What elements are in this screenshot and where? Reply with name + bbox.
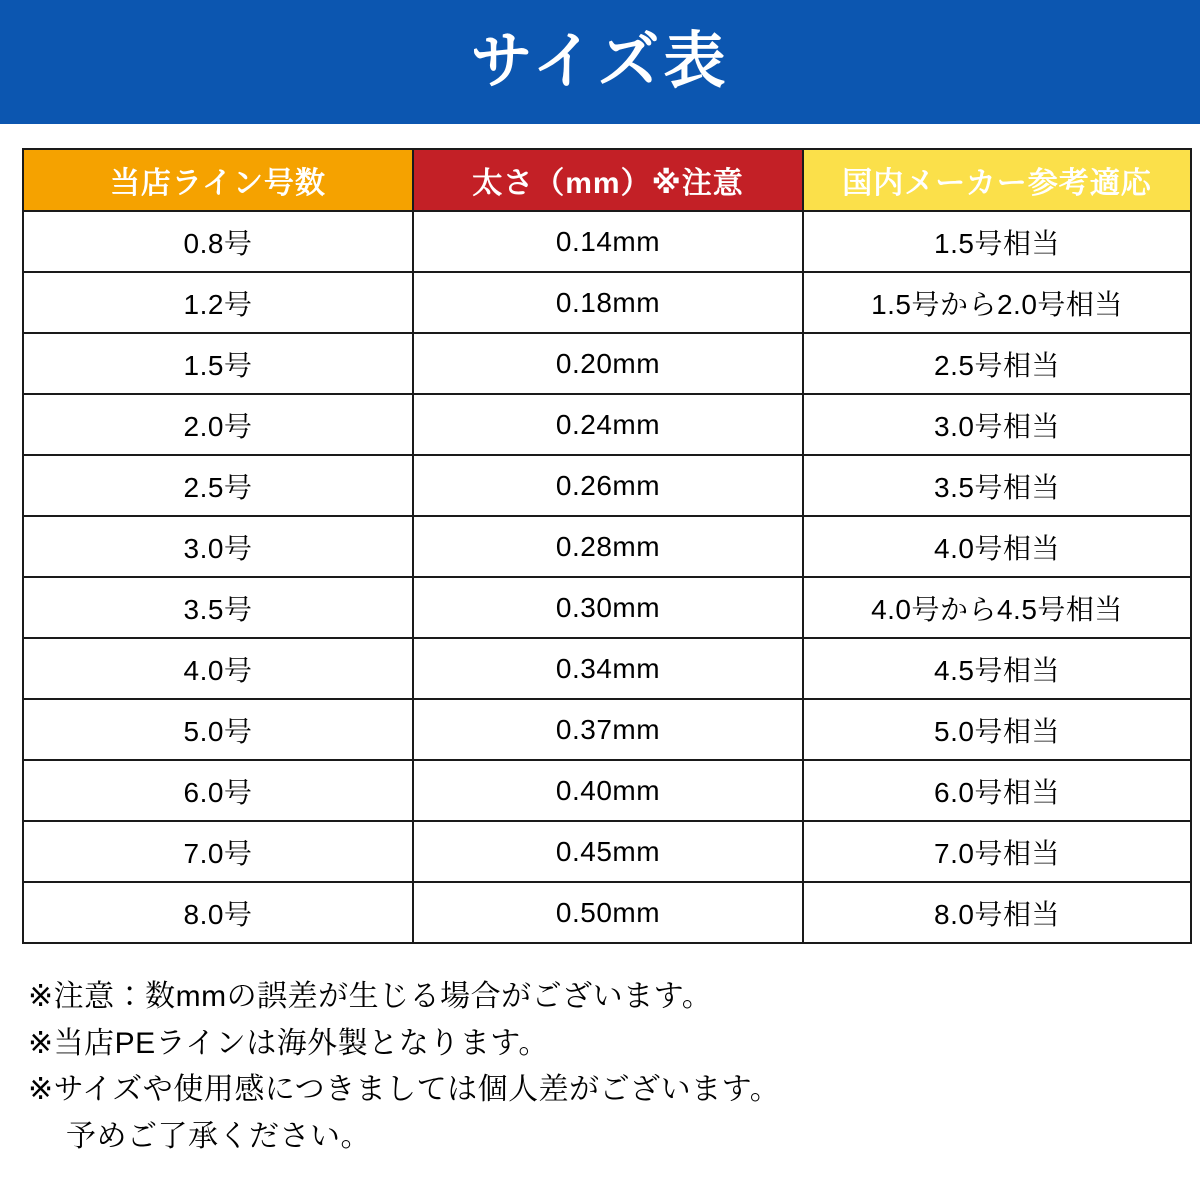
cell-equivalent: 5.0号相当 [803, 699, 1191, 760]
table-row [23, 333, 1191, 394]
cell-line-number: 1.5号 [23, 333, 413, 394]
table-row [23, 272, 1191, 333]
cell-line-number: 1.2号 [23, 272, 413, 333]
table-header [23, 149, 1191, 211]
cell-line-number: 5.0号 [23, 699, 413, 760]
table-row [23, 455, 1191, 516]
cell-thickness: 0.28mm [413, 516, 803, 577]
cell-equivalent: 1.5号から2.0号相当 [803, 272, 1191, 333]
cell-line-number: 8.0号 [23, 882, 413, 943]
column-header-equivalent: 国内メーカー参考適応 [803, 149, 1191, 211]
table-row [23, 516, 1191, 577]
notes-section [28, 974, 1200, 1160]
cell-thickness: 0.37mm [413, 699, 803, 760]
cell-equivalent: 7.0号相当 [803, 821, 1191, 882]
cell-thickness: 0.40mm [413, 760, 803, 821]
page-title: サイズ表 [470, 27, 730, 96]
size-table-container [22, 148, 1178, 944]
cell-thickness: 0.50mm [413, 882, 803, 943]
cell-line-number: 6.0号 [23, 760, 413, 821]
table-body [23, 211, 1191, 943]
table-row [23, 394, 1191, 455]
table-row [23, 211, 1191, 272]
table-row [23, 699, 1191, 760]
table-row [23, 821, 1191, 882]
cell-line-number: 2.0号 [23, 394, 413, 455]
cell-thickness: 0.24mm [413, 394, 803, 455]
cell-equivalent: 6.0号相当 [803, 760, 1191, 821]
cell-equivalent: 3.5号相当 [803, 455, 1191, 516]
cell-equivalent: 8.0号相当 [803, 882, 1191, 943]
table-row [23, 638, 1191, 699]
table-row [23, 882, 1191, 943]
cell-equivalent: 4.5号相当 [803, 638, 1191, 699]
note-item: ※注意：数mmの誤差が生じる場合がございます。 [28, 980, 713, 1013]
cell-thickness: 0.20mm [413, 333, 803, 394]
cell-thickness: 0.34mm [413, 638, 803, 699]
note-item: ※当店PEラインは海外製となります。 [28, 1026, 549, 1060]
cell-line-number: 2.5号 [23, 455, 413, 516]
cell-thickness: 0.45mm [413, 821, 803, 882]
table-row [23, 577, 1191, 638]
cell-thickness: 0.14mm [413, 211, 803, 272]
cell-equivalent: 1.5号相当 [803, 211, 1191, 272]
cell-thickness: 0.30mm [413, 577, 803, 638]
cell-line-number: 0.8号 [23, 211, 413, 272]
cell-equivalent: 4.0号から4.5号相当 [803, 577, 1191, 638]
header-banner [0, 0, 1200, 124]
cell-line-number: 3.0号 [23, 516, 413, 577]
size-table [22, 148, 1192, 944]
cell-thickness: 0.26mm [413, 455, 803, 516]
cell-equivalent: 3.0号相当 [803, 394, 1191, 455]
cell-equivalent: 4.0号相当 [803, 516, 1191, 577]
cell-line-number: 4.0号 [23, 638, 413, 699]
column-header-thickness: 太さ（mm）※注意 [413, 149, 803, 211]
cell-equivalent: 2.5号相当 [803, 333, 1191, 394]
cell-thickness: 0.18mm [413, 272, 803, 333]
cell-line-number: 7.0号 [23, 821, 413, 882]
table-row [23, 760, 1191, 821]
note-item: 予めご了承ください。 [66, 1119, 371, 1153]
cell-line-number: 3.5号 [23, 577, 413, 638]
column-header-line-number: 当店ライン号数 [23, 149, 413, 211]
note-item: ※サイズや使用感につきましては個人差がございます。 [28, 1073, 781, 1106]
table-header-row [23, 149, 1191, 211]
